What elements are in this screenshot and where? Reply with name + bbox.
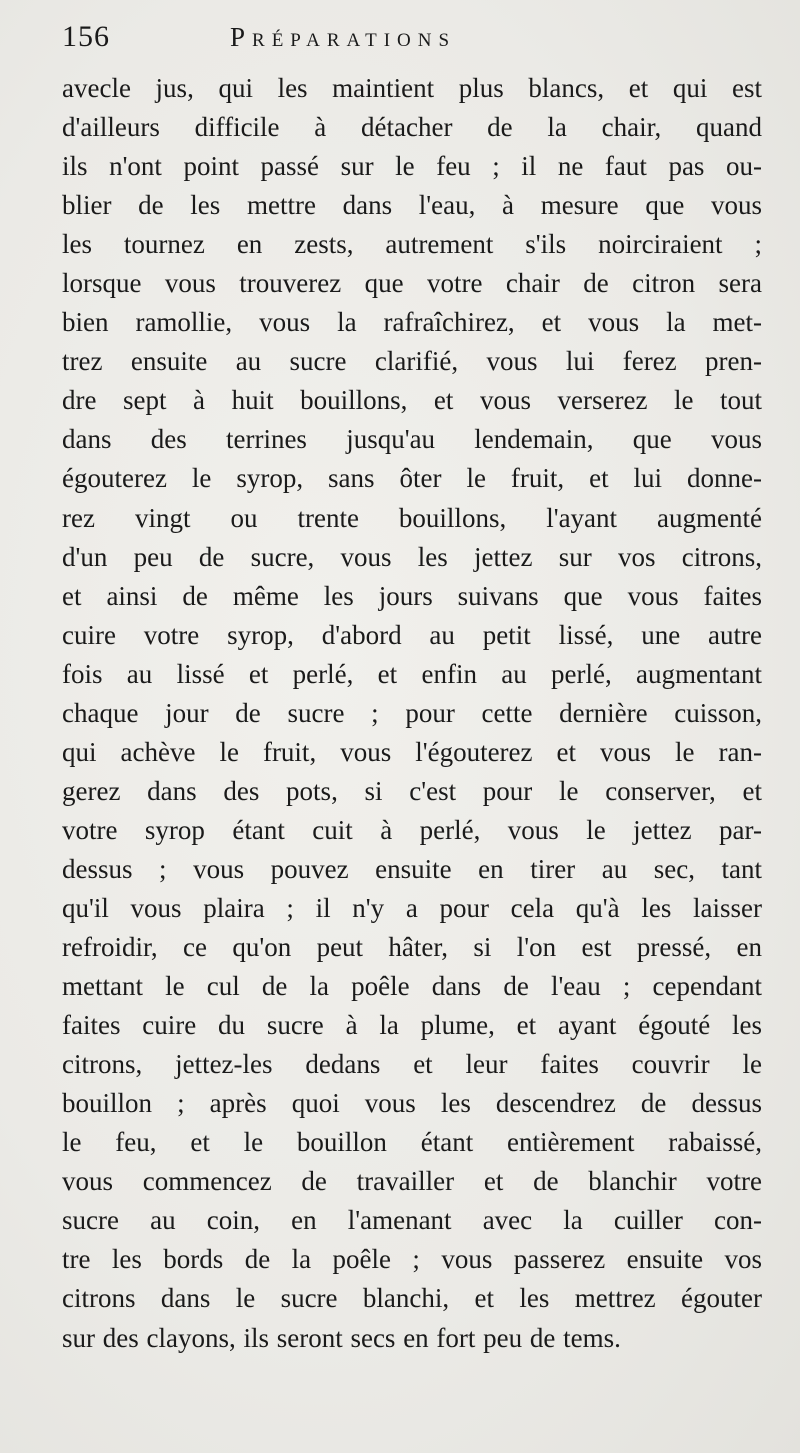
page-number: 156 <box>62 20 110 53</box>
text-line: bien ramollie, vous la rafraîchirez, et vous la met- <box>62 307 762 338</box>
text-line: sur des clayons, ils seront secs en fort peu de tems. <box>62 1322 621 1353</box>
text-line: le feu, et le bouillon étant entièrement rabaissé, <box>62 1127 762 1158</box>
text-line: fois au lissé et perlé, et enfin au perlé, augmentant <box>62 658 762 689</box>
text-line: trez ensuite au sucre clarifié, vous lui ferez pren- <box>62 346 762 377</box>
body-text <box>62 69 762 1358</box>
text-line: qu'il vous plaira ; il n'y a pour cela qu'à les laisser <box>62 892 762 923</box>
text-line: refroidir, ce qu'on peut hâter, si l'on est pressé, en <box>62 932 762 963</box>
text-line: et ainsi de même les jours suivans que vous faites <box>62 580 762 611</box>
page-header <box>62 20 762 60</box>
text-line: gerez dans des pots, si c'est pour le conserver, et <box>62 775 762 806</box>
text-line: chaque jour de sucre ; pour cette dernière cuisson, <box>62 697 762 728</box>
text-line: d'ailleurs difficile à détacher de la chair, quand <box>62 112 762 143</box>
text-line: tre les bords de la poêle ; vous passerez ensuite vos <box>62 1244 762 1275</box>
text-line: qui achève le fruit, vous l'égouterez et vous le ran- <box>62 736 762 767</box>
text-line: bouillon ; après quoi vous les descendrez de dessus <box>62 1088 762 1119</box>
running-head: Préparations <box>230 22 457 52</box>
text-line: citrons, jettez-les dedans et leur faites couvrir le <box>62 1049 762 1080</box>
text-line: dessus ; vous pouvez ensuite en tirer au sec, tant <box>62 853 762 884</box>
text-line: dans des terrines jusqu'au lendemain, que vous <box>62 424 762 455</box>
text-line: avecle jus, qui les maintient plus blancs, et qui est <box>62 73 762 103</box>
text-line: mettant le cul de la poêle dans de l'eau ; cependant <box>62 971 762 1002</box>
text-line: votre syrop étant cuit à perlé, vous le jettez par- <box>62 814 762 845</box>
text-line: dre sept à huit bouillons, et vous verserez le tout <box>62 385 762 416</box>
text-line: égouterez le syrop, sans ôter le fruit, et lui donne- <box>62 463 762 494</box>
text-line: les tournez en zests, autrement s'ils noirciraient ; <box>62 229 762 260</box>
text-line: ils n'ont point passé sur le feu ; il ne faut pas ou- <box>62 151 762 182</box>
text-line: rez vingt ou trente bouillons, l'ayant augmenté <box>62 502 762 533</box>
text-line: sucre au coin, en l'amenant avec la cuiller con- <box>62 1205 762 1236</box>
text-line: vous commencez de travailler et de blanchir votre <box>62 1166 762 1197</box>
text-line: lorsque vous trouverez que votre chair de citron sera <box>62 268 762 299</box>
text-line: d'un peu de sucre, vous les jettez sur vos citrons, <box>62 541 762 572</box>
text-line: citrons dans le sucre blanchi, et les mettrez égouter <box>62 1283 762 1314</box>
text-line: blier de les mettre dans l'eau, à mesure que vous <box>62 190 762 221</box>
text-line: cuire votre syrop, d'abord au petit lissé, une autre <box>62 619 762 650</box>
text-line: faites cuire du sucre à la plume, et ayant égouté les <box>62 1010 762 1041</box>
